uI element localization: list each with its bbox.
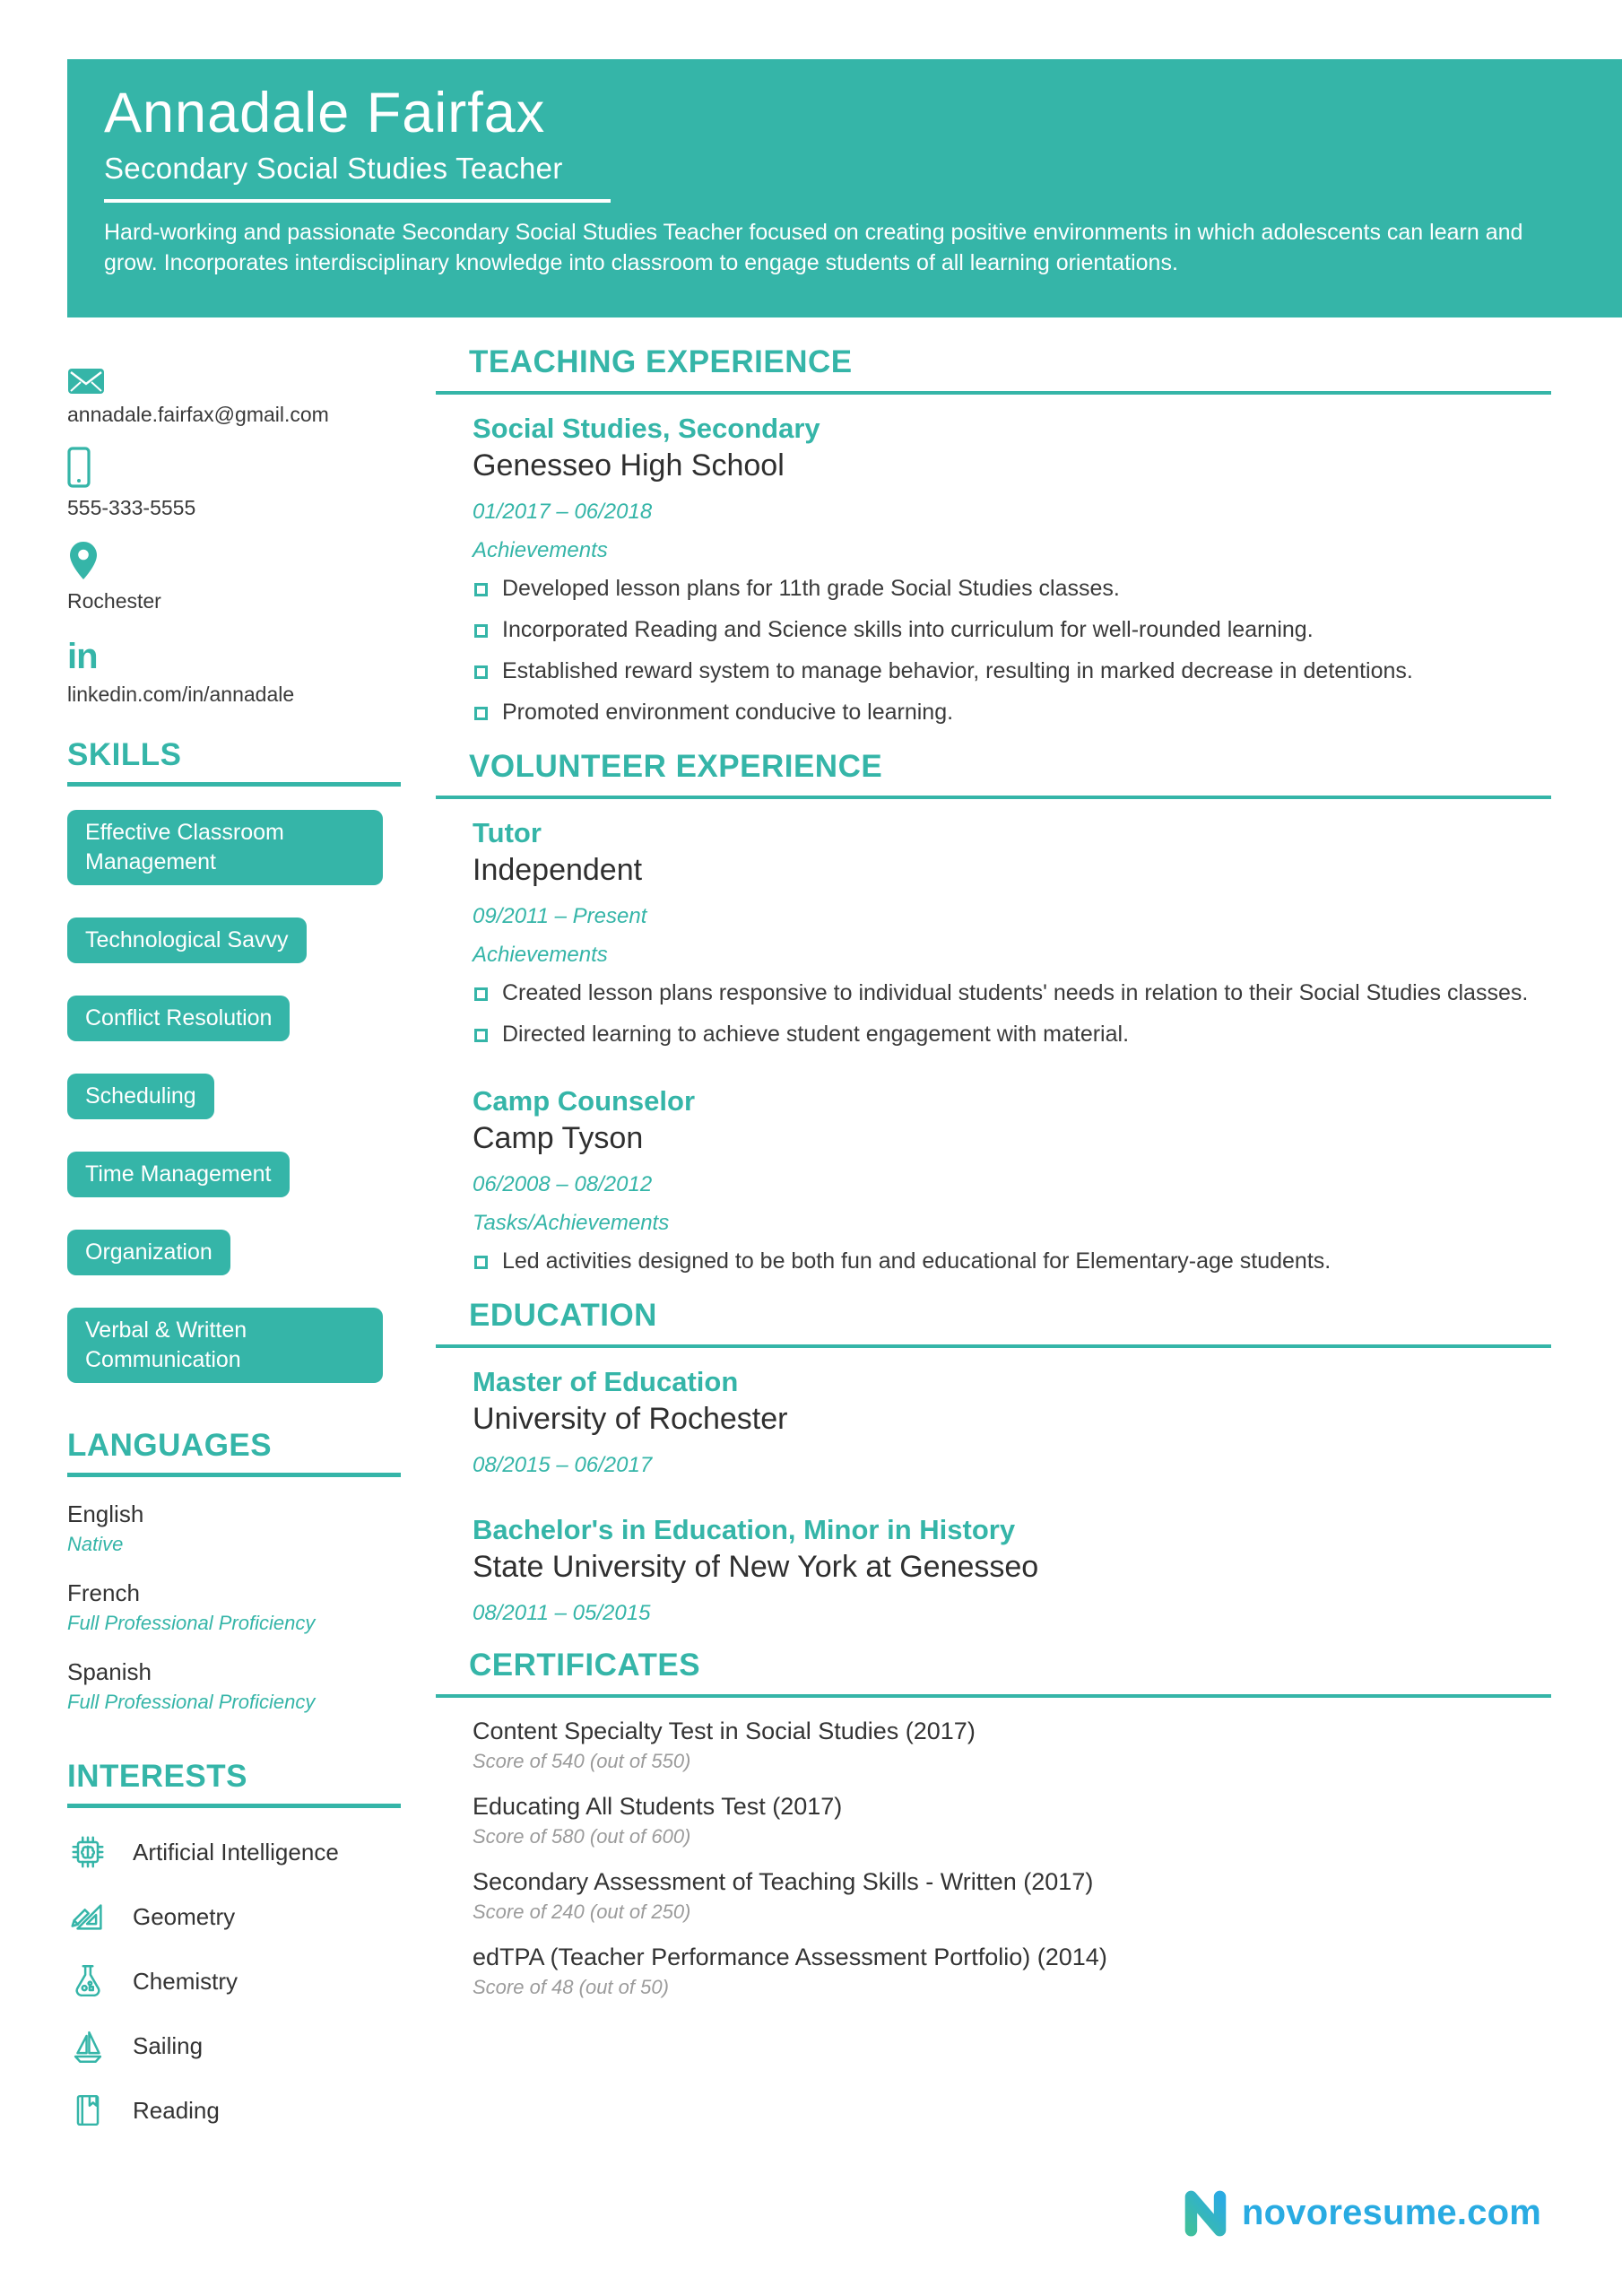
square-bullet-icon <box>474 707 488 720</box>
school: University of Rochester <box>473 1402 788 1436</box>
language-name: Spanish <box>67 1658 152 1685</box>
contact-block <box>67 352 401 707</box>
language-level: Native <box>67 1533 124 1555</box>
title-underline <box>104 199 611 203</box>
interest-item <box>67 1831 401 1873</box>
square-bullet-icon <box>474 665 488 679</box>
certificate-item <box>473 1718 1551 1773</box>
certificate-item <box>473 1944 1551 1999</box>
contact-phone <box>67 445 401 520</box>
skill-pill: Technological Savvy <box>67 918 307 963</box>
entry-date: 06/2008 – 08/2012 <box>473 1172 653 1196</box>
certificate-item <box>473 1793 1551 1848</box>
interest-item <box>67 2090 401 2131</box>
interest-label: Artificial Intelligence <box>133 1838 339 1866</box>
entry-bullets <box>473 574 1551 727</box>
certificate-score: Score of 48 (out of 50) <box>473 1976 669 1998</box>
certificate-score: Score of 580 (out of 600) <box>473 1825 691 1848</box>
linkedin-icon: in <box>67 637 98 676</box>
entry-role: Camp Counselor <box>473 1085 696 1117</box>
volunteer-experience-section <box>436 749 1551 1276</box>
entry-label: Achievements <box>473 943 608 967</box>
interests-heading: INTERESTS <box>67 1759 401 1808</box>
interest-label: Reading <box>133 2096 220 2124</box>
skill-pill: Scheduling <box>67 1074 214 1119</box>
skill-pill: Time Management <box>67 1152 290 1197</box>
entry-org: Camp Tyson <box>473 1121 644 1155</box>
job-title: Secondary Social Studies Teacher <box>104 152 563 186</box>
entry-date: 01/2017 – 06/2018 <box>473 500 653 524</box>
skills-section <box>67 737 401 1383</box>
bullet-item: Created lesson plans responsive to individual students' needs in relation to their Social Studies classes. <box>473 978 1551 1008</box>
interests-section <box>67 1759 401 2131</box>
profile-summary: Hard-working and passionate Secondary Social Studies Teacher focused on creating positive environments in which adolescents can learn and grow. Incorporates interdisciplinary knowledge into classroom to engage students of all learning orientations. <box>104 220 1523 276</box>
header <box>67 59 1622 317</box>
entry-role: Tutor <box>473 817 542 848</box>
book-icon <box>67 2090 108 2131</box>
location-pin-icon <box>67 538 401 581</box>
bullet-item: Established reward system to manage behavior, resulting in marked decrease in detentions. <box>473 657 1551 686</box>
degree: Master of Education <box>473 1366 739 1397</box>
entry-role: Social Studies, Secondary <box>473 413 820 444</box>
certificate-name: Secondary Assessment of Teaching Skills - Written (2017) <box>473 1868 1094 1895</box>
bullet-item: Incorporated Reading and Science skills into curriculum for well-rounded learning. <box>473 615 1551 645</box>
entry-bullets <box>473 978 1551 1049</box>
language-item <box>67 1579 401 1635</box>
volunteer-heading: VOLUNTEER EXPERIENCE <box>436 749 1551 799</box>
education-entry <box>473 1366 1551 1478</box>
contact-linkedin <box>67 631 401 707</box>
sidebar <box>67 352 401 2154</box>
email-value[interactable]: annadale.fairfax@gmail.com <box>67 403 329 426</box>
education-entry <box>473 1514 1551 1626</box>
language-level: Full Professional Proficiency <box>67 1612 316 1634</box>
teaching-experience-section <box>436 344 1551 727</box>
square-bullet-icon <box>474 1029 488 1042</box>
skills-heading: SKILLS <box>67 737 401 787</box>
certificate-score: Score of 540 (out of 550) <box>473 1750 691 1772</box>
main-column <box>436 344 1551 2021</box>
contact-location <box>67 538 401 613</box>
languages-heading: LANGUAGES <box>67 1428 401 1477</box>
location-value: Rochester <box>67 589 161 613</box>
sailboat-icon <box>67 2025 108 2066</box>
languages-list <box>67 1500 401 1714</box>
interest-item <box>67 2025 401 2066</box>
experience-entry <box>473 817 1551 1049</box>
skill-pill: Conflict Resolution <box>67 996 290 1041</box>
phone-icon <box>67 445 401 488</box>
bullet-item: Directed learning to achieve student engagement with material. <box>473 1020 1551 1049</box>
school: State University of New York at Genesseo <box>473 1550 1039 1584</box>
brand-text: novoresume.com <box>1242 2192 1542 2232</box>
entry-bullets <box>473 1247 1551 1276</box>
entry-label: Tasks/Achievements <box>473 1211 670 1235</box>
certificate-item <box>473 1868 1551 1924</box>
interest-label: Sailing <box>133 2031 204 2059</box>
footer-brand[interactable] <box>1182 2187 1541 2239</box>
chemistry-flask-icon <box>67 1961 108 2002</box>
bullet-item: Led activities designed to be both fun and educational for Elementary-age students. <box>473 1247 1551 1276</box>
entry-label: Achievements <box>473 538 608 562</box>
language-level: Full Professional Proficiency <box>67 1691 316 1713</box>
certificate-name: Content Specialty Test in Social Studies (2017) <box>473 1718 976 1744</box>
experience-entry <box>473 413 1551 727</box>
entry-date: 08/2015 – 06/2017 <box>473 1453 653 1477</box>
skill-pill: Verbal & Written Communication <box>67 1308 383 1383</box>
novoresume-n-logo <box>1182 2187 1230 2239</box>
skills-list <box>67 810 401 1383</box>
interest-label: Chemistry <box>133 1967 239 1995</box>
degree: Bachelor's in Education, Minor in History <box>473 1514 1016 1545</box>
skill-pill: Effective Classroom Management <box>67 810 383 885</box>
ai-chip-icon <box>67 1831 108 1873</box>
entry-date: 08/2011 – 05/2015 <box>473 1601 651 1625</box>
person-name: Annadale Fairfax <box>104 82 546 144</box>
certificates-section <box>436 1648 1551 1999</box>
contact-email <box>67 352 401 427</box>
interests-list <box>67 1831 401 2131</box>
geometry-icon <box>67 1896 108 1937</box>
bullet-item: Developed lesson plans for 11th grade Social Studies classes. <box>473 574 1551 604</box>
interest-item <box>67 1961 401 2002</box>
square-bullet-icon <box>474 624 488 638</box>
entry-date: 09/2011 – Present <box>473 904 647 928</box>
entry-org: Independent <box>473 853 643 887</box>
phone-value: 555-333-5555 <box>67 496 196 519</box>
square-bullet-icon <box>474 987 488 1001</box>
language-item <box>67 1500 401 1556</box>
skill-pill: Organization <box>67 1230 230 1275</box>
mail-icon <box>67 352 401 395</box>
education-section <box>436 1298 1551 1626</box>
language-name: English <box>67 1500 144 1527</box>
certificate-name: edTPA (Teacher Performance Assessment Portfolio) (2014) <box>473 1944 1107 1970</box>
education-heading: EDUCATION <box>436 1298 1551 1348</box>
square-bullet-icon <box>474 1256 488 1269</box>
language-item <box>67 1658 401 1714</box>
interest-label: Geometry <box>133 1902 236 1930</box>
teaching-heading: TEACHING EXPERIENCE <box>436 344 1551 395</box>
certificates-heading: CERTIFICATES <box>436 1648 1551 1698</box>
interest-item <box>67 1896 401 1937</box>
experience-entry <box>473 1085 1551 1276</box>
square-bullet-icon <box>474 583 488 596</box>
language-name: French <box>67 1579 140 1606</box>
certificate-name: Educating All Students Test (2017) <box>473 1793 843 1820</box>
languages-section <box>67 1428 401 1714</box>
entry-org: Genesseo High School <box>473 448 785 483</box>
certificate-score: Score of 240 (out of 250) <box>473 1900 691 1923</box>
bullet-item: Promoted environment conducive to learning. <box>473 698 1551 727</box>
linkedin-value[interactable]: linkedin.com/in/annadale <box>67 683 295 706</box>
